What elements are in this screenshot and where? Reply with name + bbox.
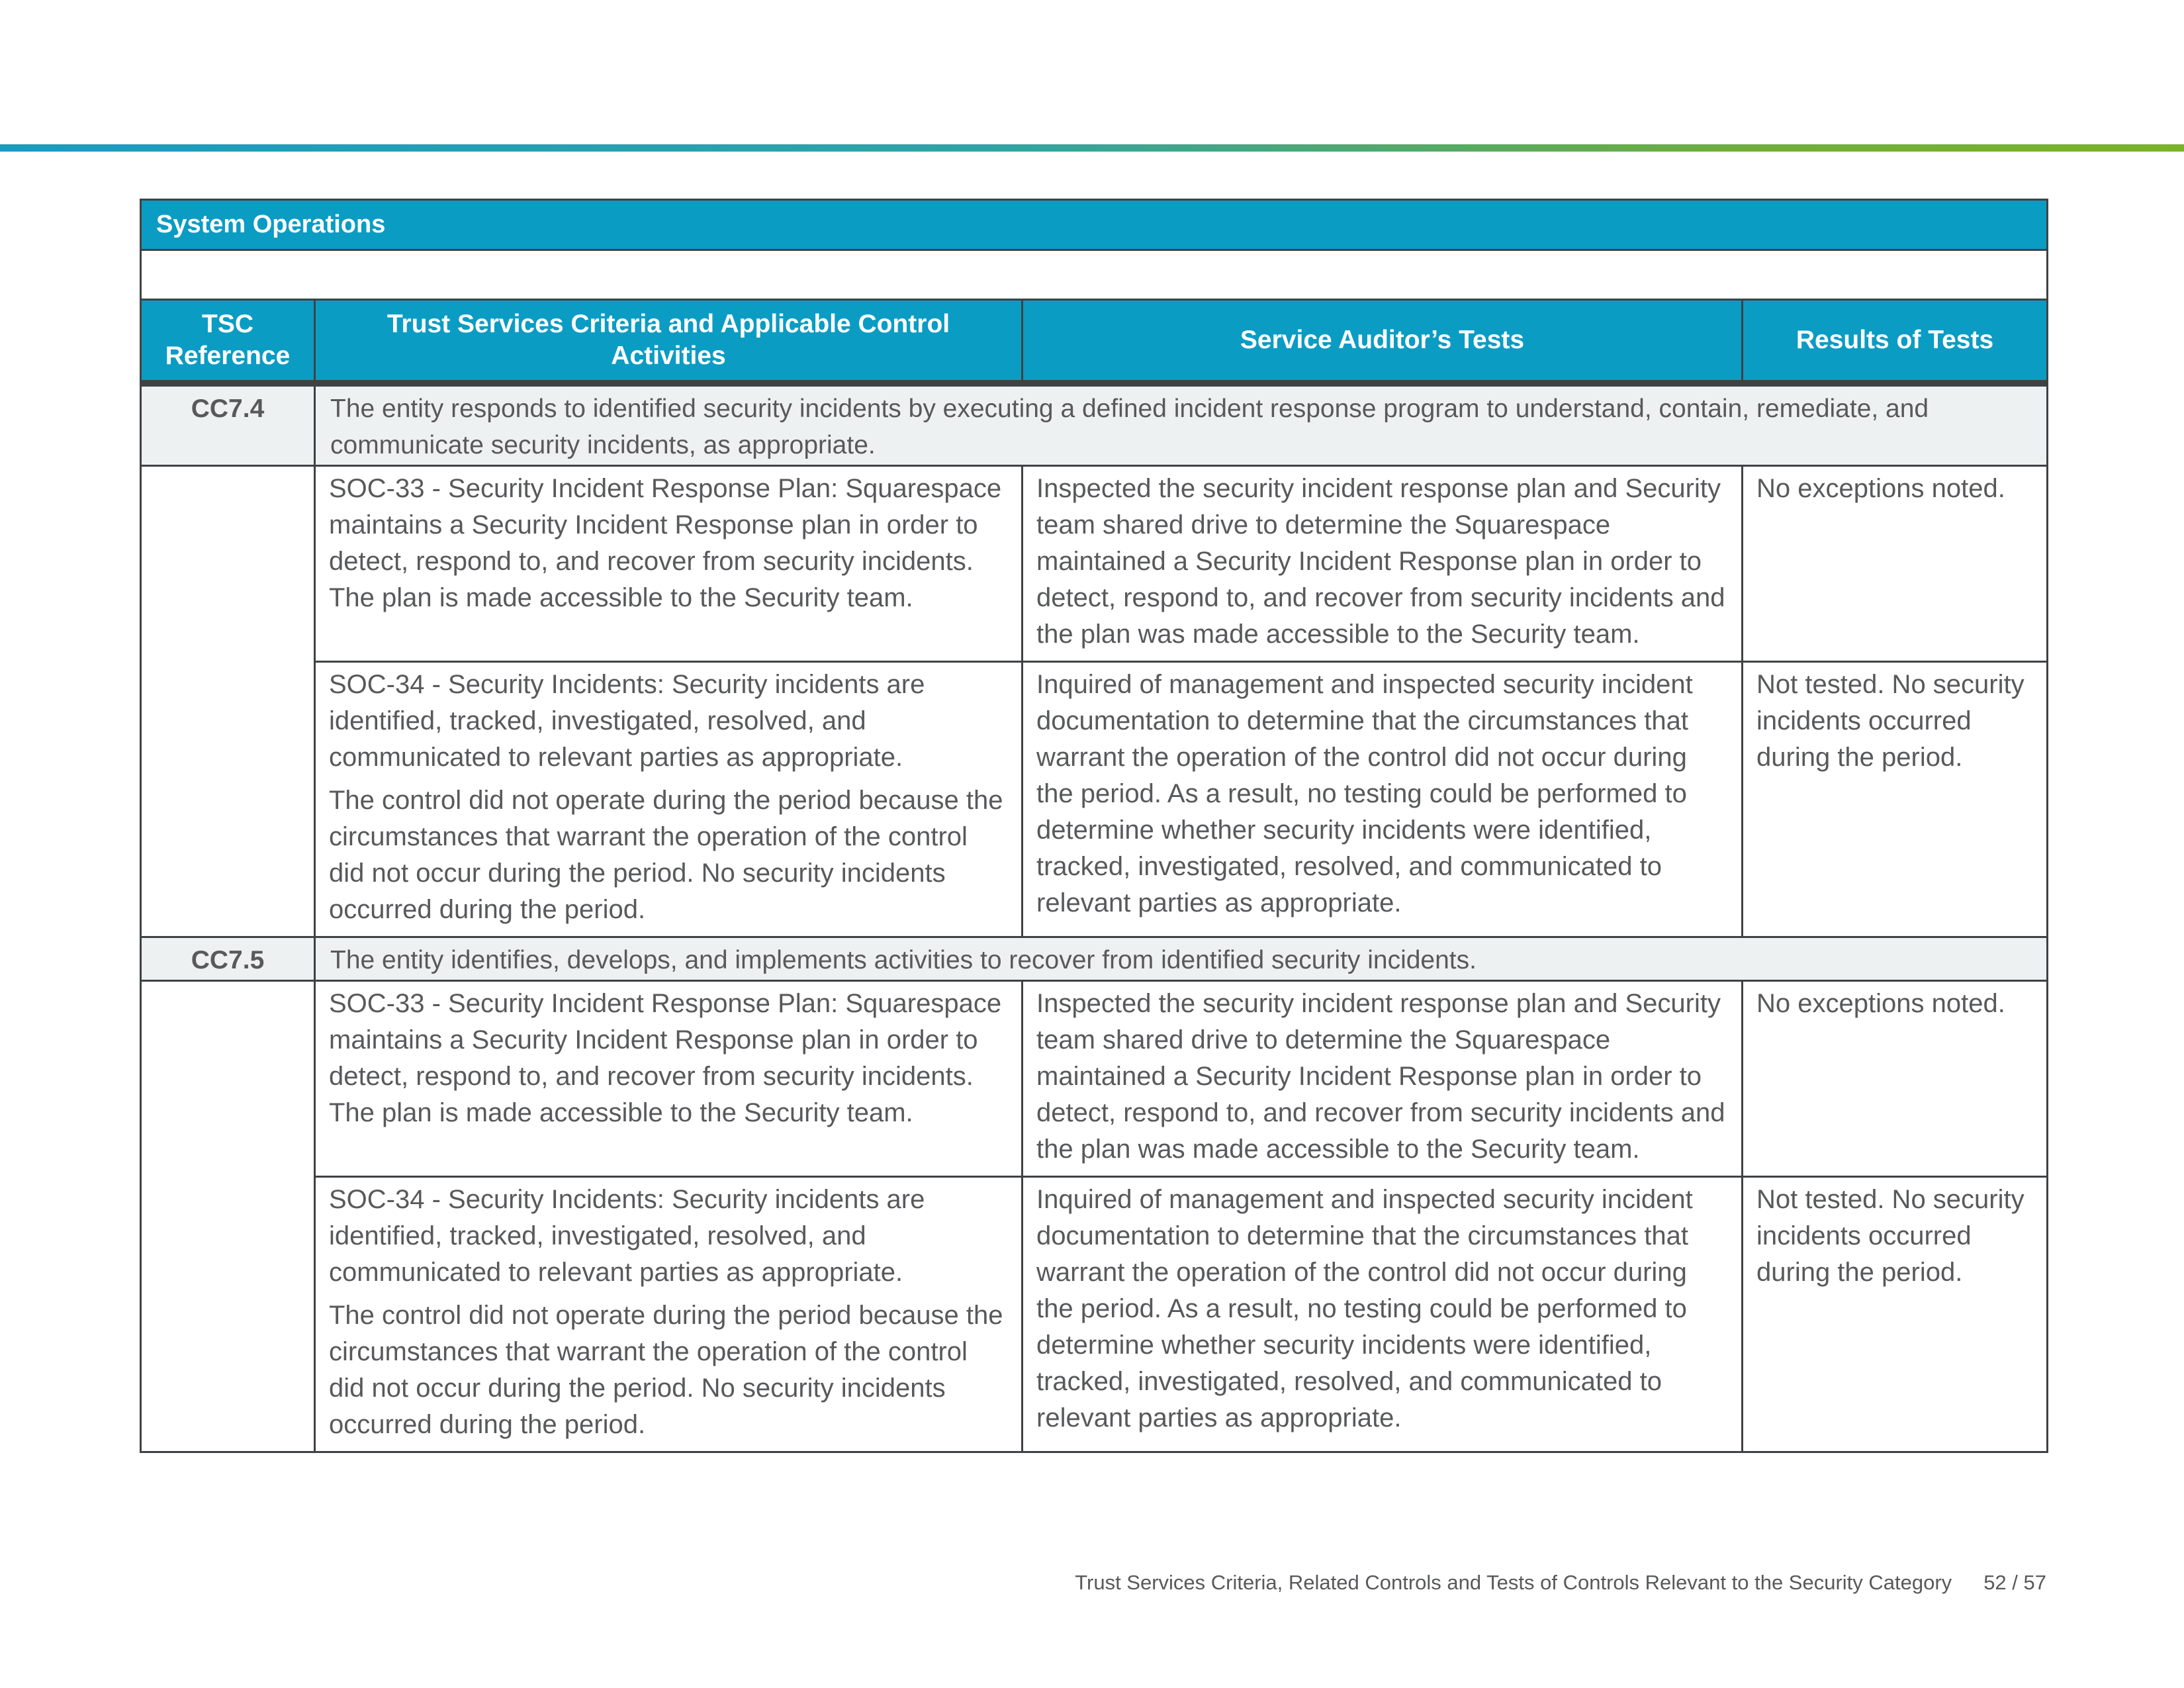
section-title: System Operations [141,200,2048,250]
header-results: Results of Tests [1743,300,2048,384]
control-activity-note: The control did not operate during the period because the circumstances that warrant the operation of the control did not occur during the period. No security incidents occurred during the period. [329,786,1003,924]
page-number: 52 / 57 [1983,1571,2046,1594]
header-auditor-tests: Service Auditor’s Tests [1023,300,1743,384]
auditor-test: Inquired of management and inspected security incident documentation to determine that the circumstances that warrant the operation of the control did not occur during the period. As a result, no testing could be performed to determine whether security incidents were identified, tracked, investigated, resolved, and communicated to relevant parties as appropriate. [1023,662,1743,937]
control-row [141,981,2048,1177]
control-activity-text: SOC-34 - Security Incidents: Security incidents are identified, tracked, investigated, resolved, and communicated to relevant parties as appropriate. [329,1185,925,1287]
test-result: No exceptions noted. [1743,466,2048,662]
section-title-row [141,200,2048,250]
control-activity-text: SOC-33 - Security Incident Response Plan: Squarespace maintains a Security Incident Response plan in order to detect, respond to, and recover from security incidents. The plan is made accessible to the Security team. [329,989,1002,1127]
control-activity [315,1177,1023,1452]
top-gradient-rule [0,144,2184,152]
spacer-cell [141,250,2048,300]
criteria-row-cc7-5 [141,937,2048,981]
control-activity-text: SOC-33 - Security Incident Response Plan: Squarespace maintains a Security Incident Response plan in order to detect, respond to, and recover from security incidents. The plan is made accessible to the Security team. [329,474,1002,612]
control-row [141,466,2048,662]
header-criteria: Trust Services Criteria and Applicable Control Activities [315,300,1023,384]
test-result: Not tested. No security incidents occurred during the period. [1743,1177,2048,1452]
spacer-row [141,250,2048,300]
test-result: Not tested. No security incidents occurred during the period. [1743,662,2048,937]
controls-table [140,199,2048,1453]
column-header-row [141,300,2048,384]
criteria-text: The entity responds to identified security incidents by executing a defined incident response program to understand, contain, remediate, and communicate security incidents, as appropriate. [315,383,2048,466]
criteria-ref: CC7.5 [141,937,315,981]
control-row [141,662,2048,937]
footer-title: Trust Services Criteria, Related Controls and Tests of Controls Relevant to the Security Category [1075,1571,1952,1594]
auditor-test: Inspected the security incident response plan and Security team shared drive to determine the Squarespace maintained a Security Incident Response plan in order to detect, respond to, and recover from security incidents and the plan was made accessible to the Security team. [1023,981,1743,1177]
criteria-text: The entity identifies, develops, and implements activities to recover from identified security incidents. [315,937,2048,981]
auditor-test: Inquired of management and inspected security incident documentation to determine that the circumstances that warrant the operation of the control did not occur during the period. As a result, no testing could be performed to determine whether security incidents were identified, tracked, investigated, resolved, and communicated to relevant parties as appropriate. [1023,1177,1743,1452]
auditor-test: Inspected the security incident response plan and Security team shared drive to determine the Squarespace maintained a Security Incident Response plan in order to detect, respond to, and recover from security incidents and the plan was made accessible to the Security team. [1023,466,1743,662]
control-activity-note: The control did not operate during the period because the circumstances that warrant the operation of the control did not occur during the period. No security incidents occurred during the period. [329,1301,1003,1439]
header-tsc-reference: TSC Reference [141,300,315,384]
page-footer [0,1571,2046,1595]
criteria-ref: CC7.4 [141,383,315,466]
control-activity-text: SOC-34 - Security Incidents: Security incidents are identified, tracked, investigated, resolved, and communicated to relevant parties as appropriate. [329,670,925,772]
ref-empty-cell [141,466,315,937]
ref-empty-cell [141,981,315,1452]
control-row [141,1177,2048,1452]
control-activity [315,466,1023,662]
control-activity [315,981,1023,1177]
test-result: No exceptions noted. [1743,981,2048,1177]
control-activity [315,662,1023,937]
criteria-row-cc7-4 [141,383,2048,466]
